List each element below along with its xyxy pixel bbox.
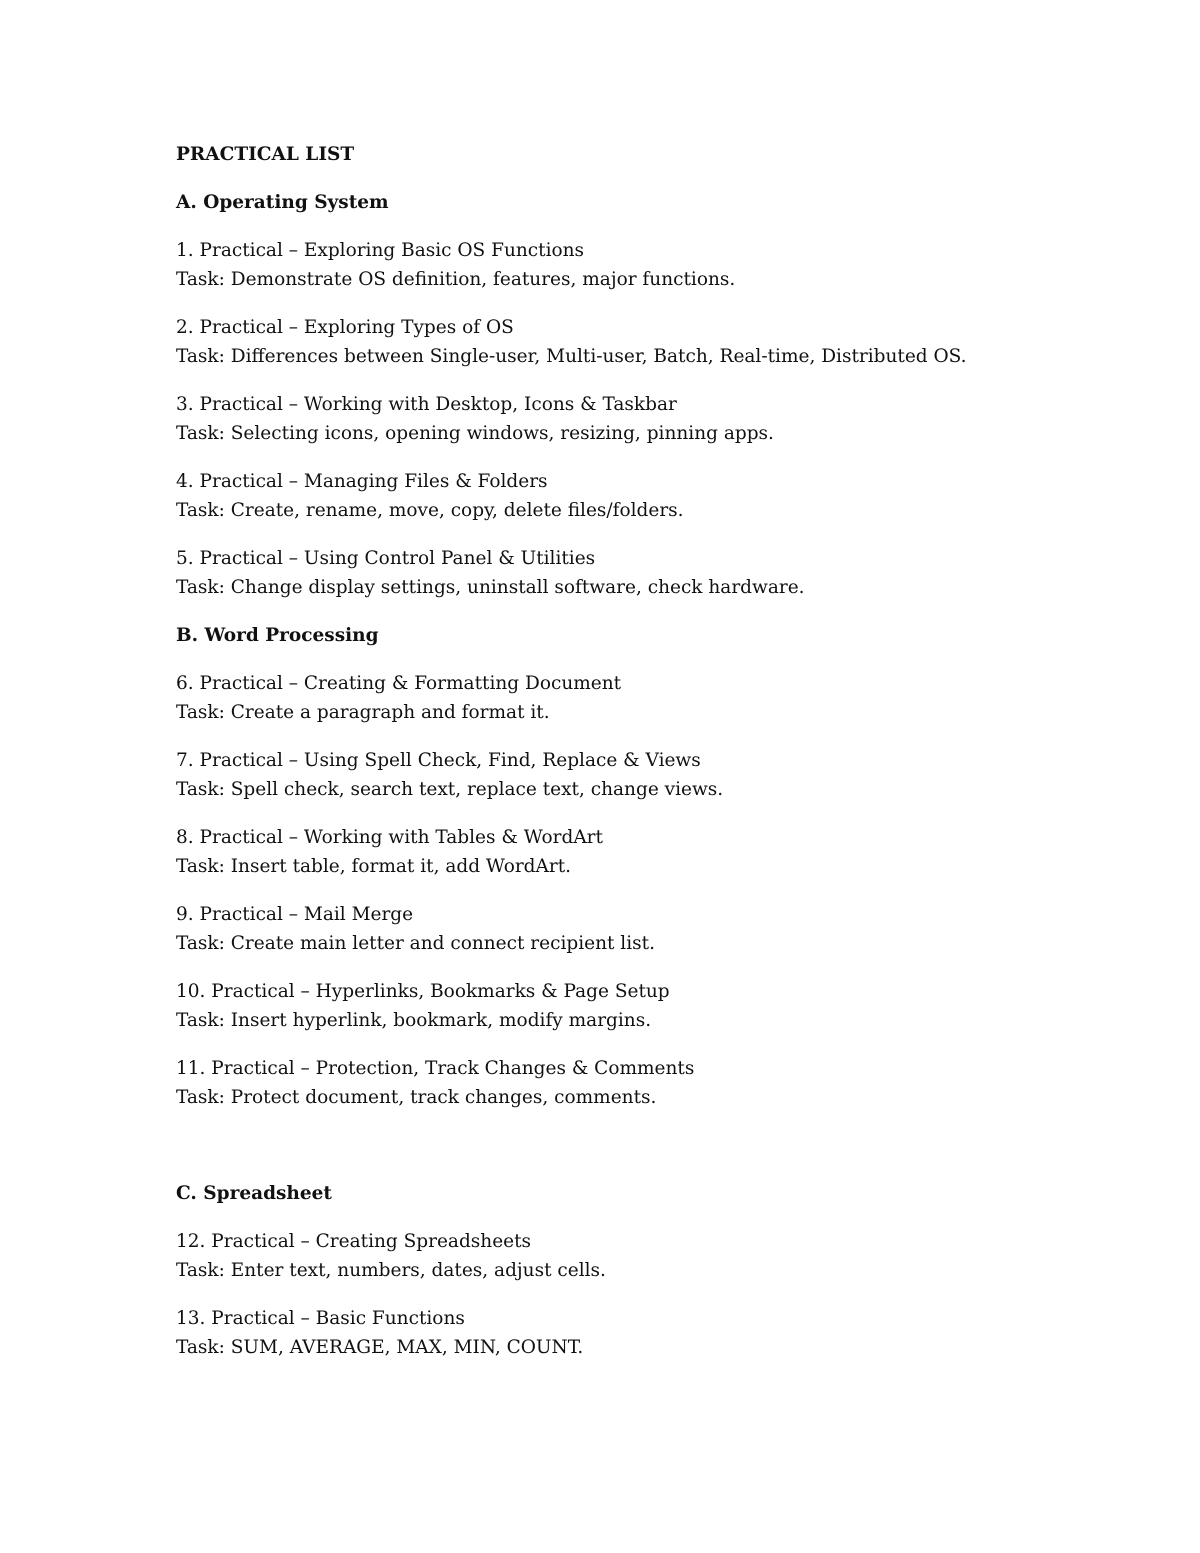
practical-title: 5. Practical – Using Control Panel & Utilities bbox=[176, 548, 596, 569]
practical-task: Task: Spell check, search text, replace text, change views. bbox=[176, 779, 724, 800]
practical-title: 8. Practical – Working with Tables & WordArt bbox=[176, 827, 603, 848]
practical-task: Task: SUM, AVERAGE, MAX, MIN, COUNT. bbox=[176, 1337, 584, 1358]
practical-item bbox=[176, 900, 1076, 958]
practical-task: Task: Protect document, track changes, comments. bbox=[176, 1087, 657, 1108]
practical-item bbox=[176, 823, 1076, 881]
practical-item bbox=[176, 1227, 1076, 1285]
practical-item bbox=[176, 236, 1076, 294]
practical-title: 9. Practical – Mail Merge bbox=[176, 904, 414, 925]
practical-item bbox=[176, 977, 1076, 1035]
practical-item bbox=[176, 390, 1076, 448]
practical-item bbox=[176, 467, 1076, 525]
practical-title: 3. Practical – Working with Desktop, Icons & Taskbar bbox=[176, 394, 677, 415]
document-title: PRACTICAL LIST bbox=[176, 144, 355, 165]
practical-item bbox=[176, 1054, 1076, 1112]
practical-title: 13. Practical – Basic Functions bbox=[176, 1308, 465, 1329]
practical-item bbox=[176, 544, 1076, 602]
practical-task: Task: Create, rename, move, copy, delete files/folders. bbox=[176, 500, 684, 521]
practical-item bbox=[176, 1304, 1076, 1362]
practical-task: Task: Create main letter and connect recipient list. bbox=[176, 933, 655, 954]
practical-task: Task: Insert table, format it, add WordArt. bbox=[176, 856, 572, 877]
practical-item bbox=[176, 669, 1076, 727]
practical-task: Task: Create a paragraph and format it. bbox=[176, 702, 550, 723]
practical-task: Task: Demonstrate OS definition, features, major functions. bbox=[176, 269, 736, 290]
document-page bbox=[176, 140, 1076, 1381]
practical-task: Task: Change display settings, uninstall software, check hardware. bbox=[176, 577, 805, 598]
practical-title: 1. Practical – Exploring Basic OS Functions bbox=[176, 240, 585, 261]
practical-title: 6. Practical – Creating & Formatting Document bbox=[176, 673, 622, 694]
practical-title: 7. Practical – Using Spell Check, Find, Replace & Views bbox=[176, 750, 701, 771]
practical-item bbox=[176, 746, 1076, 804]
practical-title: 10. Practical – Hyperlinks, Bookmarks & Page Setup bbox=[176, 981, 670, 1002]
practical-task: Task: Differences between Single-user, Multi-user, Batch, Real-time, Distributed OS. bbox=[176, 346, 967, 367]
practical-task: Task: Selecting icons, opening windows, resizing, pinning apps. bbox=[176, 423, 774, 444]
practical-title: 12. Practical – Creating Spreadsheets bbox=[176, 1231, 532, 1252]
practical-title: 11. Practical – Protection, Track Changes & Comments bbox=[176, 1058, 695, 1079]
practical-item bbox=[176, 313, 1076, 371]
blank-space bbox=[176, 1131, 1076, 1179]
section-heading-spreadsheet: C. Spreadsheet bbox=[176, 1183, 332, 1204]
section-heading-word-processing: B. Word Processing bbox=[176, 625, 379, 646]
practical-task: Task: Enter text, numbers, dates, adjust cells. bbox=[176, 1260, 606, 1281]
practical-task: Task: Insert hyperlink, bookmark, modify margins. bbox=[176, 1010, 652, 1031]
practical-title: 2. Practical – Exploring Types of OS bbox=[176, 317, 514, 338]
section-heading-operating-system: A. Operating System bbox=[176, 192, 389, 213]
practical-title: 4. Practical – Managing Files & Folders bbox=[176, 471, 548, 492]
